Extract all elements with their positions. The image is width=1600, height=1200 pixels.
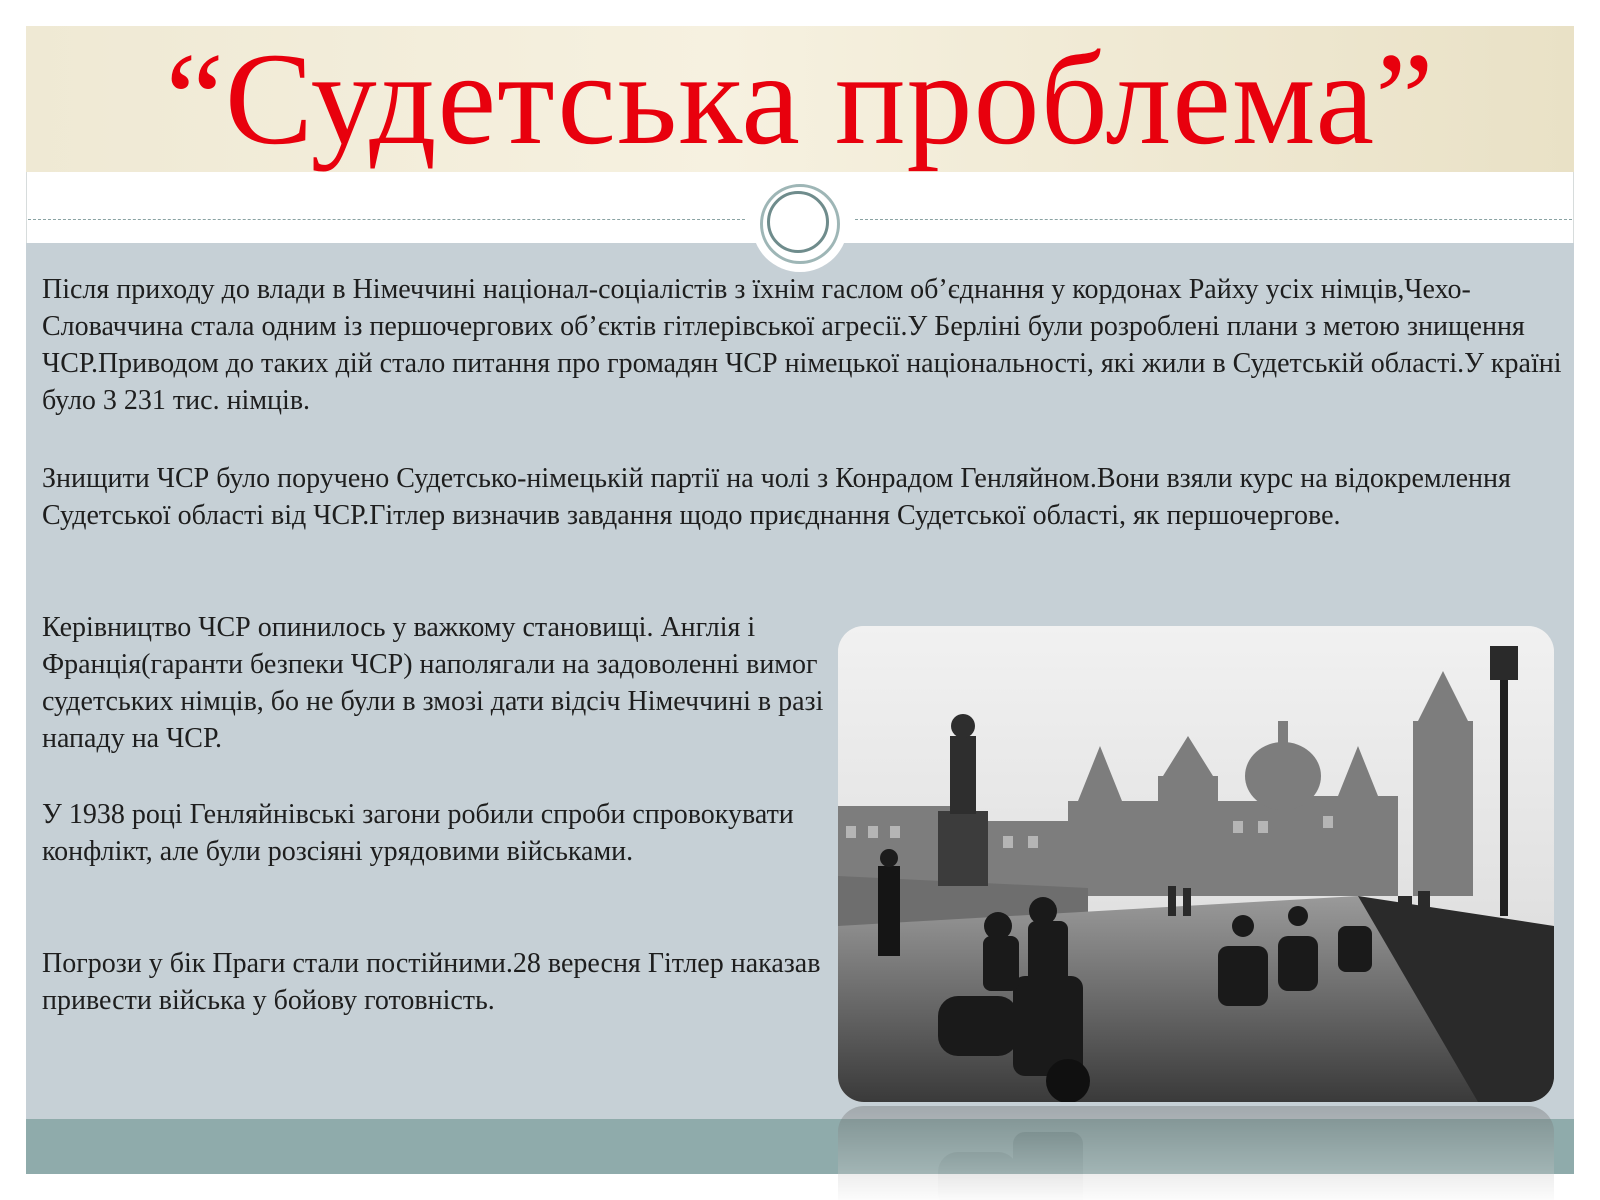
paragraph-3: Керівництво ЧСР опинилось у важкому становищі. Англія і Франція(гаранти безпеки ЧСР) наполягали на задоволенні вимог судетських німців, бо не були в змозі дати відсіч Німеччині в разі нападу на ЧСР. — [42, 612, 824, 754]
dashed-divider-right — [855, 219, 1572, 220]
paragraph-4: У 1938 році Генляйнівські загони робили спроби спровокувати конфлікт, але були розсіяні урядовими військами. — [42, 799, 794, 867]
dashed-divider-left — [28, 219, 745, 220]
photo-drawing — [838, 626, 1554, 1102]
title-band — [26, 26, 1574, 172]
photo-reflection — [838, 1106, 1554, 1200]
divider-circle-ornament — [752, 176, 848, 272]
circle-inner-ring — [767, 191, 829, 253]
historical-photo — [838, 626, 1554, 1102]
paragraph-5: Погрози у бік Праги стали постійними.28 вересня Гітлер наказав привести війська у бойову готовність. — [42, 948, 821, 1016]
reflection-drawing — [838, 1106, 1554, 1200]
paragraph-1: Після приходу до влади в Німеччині націонал-соціалістів з їхнім гаслом об’єднання у кордонах Райху усіх німців,Чехо-Словаччина стала одним із першочергових об’єктів гітлерівської агресії.У Берліні були розроблені плани з метою знищення ЧСР.Приводом до таких дій стало питання про громадян ЧСР німецької національності, які жили в Судетській області.У країні було 3 231 тис. німців. — [42, 274, 1562, 416]
slide-title: “Судетська проблема” — [165, 25, 1435, 172]
paragraph-2: Знищити ЧСР було поручено Судетсько-німецькій партії на чолі з Конрадом Генляйном.Вони взяли курс на відокремлення Судетської області від ЧСР.Гітлер визначив завдання щодо приєднання Судетської області, як першочергове. — [42, 463, 1511, 531]
